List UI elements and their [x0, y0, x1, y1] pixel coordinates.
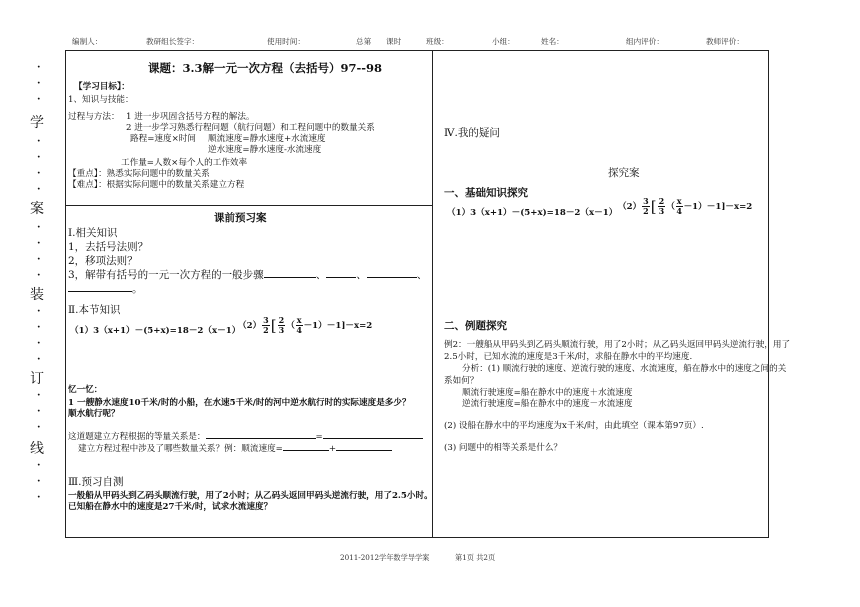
fraction: [278, 316, 286, 335]
answer-blank[interactable]: [283, 442, 329, 451]
explore-title: 探究案: [608, 167, 640, 179]
header-author: 编制人：: [72, 37, 103, 46]
fraction-denominator: 3: [278, 325, 285, 335]
margin-char-an: 案: [30, 201, 44, 217]
goal-knowledge: 1、知识与技能：: [68, 95, 134, 105]
margin-dot: ·: [37, 152, 41, 163]
fraction-numerator: x: [676, 196, 682, 206]
equals-sign: =: [315, 432, 323, 442]
involve-text: 建立方程过程中涉及了哪些数量关系？例：顺流速度=: [78, 444, 283, 454]
paren: （: [286, 321, 295, 331]
answer-blank[interactable]: [323, 430, 423, 439]
equation-1: （1）3（x+1）－(5+x)=18－2（x－1）: [70, 326, 241, 336]
fraction-numerator: 2: [278, 315, 285, 325]
example-analysis-2: (2) 设船在静水中的平均速度为x千米/时，由此填空（课本第97页）.: [444, 421, 704, 431]
margin-dot: ·: [37, 184, 41, 195]
preview-title: 课前预习案: [214, 212, 267, 224]
answer-blank[interactable]: [206, 430, 316, 439]
method-2: 2 进一步学习熟悉行程问题（航行问题）和工程问题中的数量关系: [126, 123, 375, 133]
question-move-rule: 2，移项法则？: [68, 255, 138, 267]
header-use-time: 使用时间：: [267, 37, 305, 46]
margin-dot: ·: [37, 406, 41, 417]
margin-char-xue: 学: [30, 115, 44, 131]
fraction-numerator: 3: [263, 315, 269, 325]
recall-question-2: 顺水航行呢？: [68, 409, 120, 419]
header-group-eval: 组内评价：: [626, 37, 664, 46]
my-doubts: Ⅳ.我的疑问: [444, 127, 500, 139]
fraction-denominator: 2: [263, 325, 269, 335]
goals-divider: [65, 205, 432, 206]
fraction: [658, 197, 666, 216]
margin-dot: ·: [37, 338, 41, 349]
margin-dot: ·: [37, 168, 41, 179]
column-divider: [432, 50, 433, 537]
example-line-2: 2.5小时，已知水流的速度是3千米/时，求船在静水中的平均速度.: [444, 352, 693, 362]
comma-sep: 、: [416, 269, 428, 281]
margin-dot: ·: [37, 270, 41, 281]
key-point: 【重点】：熟悉实际问题中的数量关系: [68, 169, 210, 179]
footer-page: 第1页 共2页: [455, 553, 496, 562]
plus-sign: +: [328, 444, 337, 454]
margin-dot: ·: [37, 222, 41, 233]
involve-line: [78, 442, 392, 454]
basic-knowledge-title: 一、基础知识探究: [444, 187, 528, 199]
explore-equation-1: （1）3（x+1）－(5+x)=18－2（x－1）: [447, 208, 618, 218]
formula-upstream: 逆水速度=静水速度-水流速度: [208, 145, 322, 155]
margin-char-ding: 订: [30, 371, 44, 387]
recall-question: 1 一艘静水速度10千米/时的小船，在水速5千米/时的河中逆水航行时的实际速度是多少？: [68, 398, 411, 408]
margin-dot: ·: [37, 492, 41, 503]
equation-2-label: （2）: [238, 321, 262, 331]
method-label: 过程与方法：: [68, 112, 120, 122]
answer-blank[interactable]: [68, 283, 132, 292]
question-steps-text: 3，解带有括号的一元一次方程的一般步骤: [68, 269, 264, 281]
comma-sep: 、: [315, 269, 327, 281]
fraction-denominator: 2: [643, 206, 649, 216]
equation-2: [238, 316, 372, 335]
section-related-knowledge: Ⅰ.相关知识: [68, 227, 118, 239]
margin-dot: ·: [37, 322, 41, 333]
equation-2-label: （2）: [618, 202, 642, 212]
margin-dot: ·: [37, 62, 41, 73]
left-border: [65, 50, 66, 537]
question-bracket-rule: 1，去括号法则？: [68, 241, 149, 253]
margin-dot: ·: [37, 238, 41, 249]
answer-blank[interactable]: [336, 442, 392, 451]
example-analysis-1: 分析：(1) 顺流行驶的速度、逆流行驶的速度、水流速度，船在静水中的速度之间的关: [462, 364, 787, 374]
margin-char-zhuang: 装: [30, 287, 44, 303]
section-this-lesson: Ⅱ.本节知识: [68, 304, 121, 316]
explore-equation-2: [618, 197, 752, 216]
header-rule: [65, 50, 769, 51]
goals-heading: 【学习目标】：: [74, 82, 130, 92]
difficult-point: 【难点】：根据实际问题中的数量关系建立方程: [68, 180, 245, 190]
fraction-numerator: 3: [643, 196, 649, 206]
fraction-numerator: 2: [658, 196, 665, 206]
header-total: 总第: [356, 37, 372, 46]
section-self-test: Ⅲ.预习自测: [68, 476, 124, 488]
margin-dot: ·: [37, 476, 41, 487]
build-equation-text: 这道题建立方程根据的等量关系是：: [68, 432, 206, 442]
margin-dot: ·: [37, 136, 41, 147]
example-upstream: 逆流行驶速度=船在静水中的速度－水流速度: [462, 399, 633, 409]
question-steps-cont: [68, 281, 143, 296]
fraction: [296, 316, 303, 335]
fraction-denominator: 4: [296, 325, 302, 335]
header-group: 小组：: [492, 37, 515, 46]
self-test-line-1: 一般船从甲码头到乙码头顺流行驶，用了2小时；从乙码头返回甲码头逆流行驶，用了2.5小时。: [68, 491, 433, 501]
header-leader-sign: 教研组长签字：: [146, 37, 200, 46]
header-lesson: 课时: [386, 37, 402, 46]
fraction-denominator: 3: [658, 206, 665, 216]
fraction: [642, 197, 650, 216]
fraction: [676, 197, 683, 216]
method-1: 1 进一步巩固含括号方程的解法。: [126, 112, 255, 122]
formula-work: 工作量=人数×每个人的工作效率: [121, 158, 248, 168]
margin-dot: ·: [37, 254, 41, 265]
footer-year: 2011-2012学年数学导学案: [340, 553, 430, 562]
bracket: [: [650, 197, 657, 216]
bracket: [: [270, 316, 277, 335]
bottom-rule: [65, 537, 769, 538]
example-analysis-3: (3) 问题中的相等关系是什么？: [444, 443, 563, 453]
example-downstream: 顺流行驶速度=船在静水中的速度＋水流速度: [462, 388, 633, 398]
header-teacher-eval: 教师评价：: [706, 37, 744, 46]
question-steps: [68, 267, 427, 282]
answer-blank[interactable]: [264, 269, 316, 278]
recall-title: 忆一忆：: [68, 385, 103, 395]
self-test-line-2: 已知船在静水中的速度是27千米/时，试求水流速度？: [68, 502, 273, 512]
fraction: [262, 316, 270, 335]
right-border: [768, 50, 769, 537]
margin-char-xian: 线: [30, 441, 44, 457]
margin-dot: ·: [37, 460, 41, 471]
fraction-denominator: 4: [676, 206, 682, 216]
margin-dot: ·: [37, 306, 41, 317]
margin-dot: ·: [37, 94, 41, 105]
answer-blank[interactable]: [326, 269, 356, 278]
margin-dot: ·: [37, 78, 41, 89]
margin-dot: ·: [37, 354, 41, 365]
example-line-1: 例2：一艘船从甲码头到乙码头顺流行驶，用了2小时；从乙码头返回甲码头逆流行驶，用了: [444, 340, 791, 350]
example-title: 二、例题探究: [444, 320, 507, 332]
end-dot: 。: [132, 283, 143, 295]
formula-road: 路程=速度×时间: [130, 134, 196, 144]
build-equation-line: [68, 430, 423, 442]
equation-2-tail: －1）－1]－x=2: [303, 321, 373, 331]
example-analysis-1b: 系如何？: [444, 376, 479, 386]
answer-blank[interactable]: [367, 269, 417, 278]
header-class: 班级：: [426, 37, 449, 46]
header-name: 姓名：: [541, 37, 564, 46]
formula-downstream: 顺流速度=静水速度+水流速度: [208, 134, 326, 144]
equation-2-tail: －1）－1]－x=2: [683, 202, 753, 212]
comma-sep: 、: [356, 269, 367, 281]
margin-dot: ·: [37, 422, 41, 433]
paren: （: [666, 202, 675, 212]
fraction-numerator: x: [296, 315, 302, 325]
lesson-title: 课题：3.3解一元一次方程（去括号）97--98: [148, 61, 383, 75]
margin-dot: ·: [37, 390, 41, 401]
